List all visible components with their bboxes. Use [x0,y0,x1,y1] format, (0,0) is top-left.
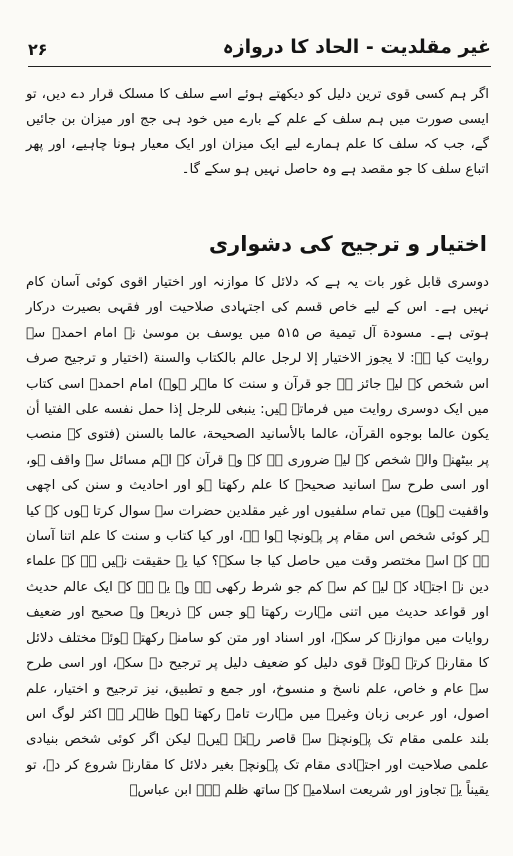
section-heading: اختیار و ترجیح کی دشواری [208,232,487,256]
paragraph-1: اگر ہم کسی قوی ترین دلیل کو دیکھتے ہوئے اسے سلف کا مسلک قرار دے دیں، تو ایسی صورت میں ہم سلف کے علم کے بارے میں خود ہی جج اور میزان بن جائیں گے، جب کہ سلف کا علم ہمارے لیے ایک میزان اور ایک معیار ہونا چاہیے، اور پھر اتباع سلف کا جو مقصد ہے وہ حاصل نہیں ہو سکے گا۔ [26,87,489,177]
paragraph-2: دوسری قابل غور بات یہ ہے کہ دلائل کا موازنہ اور اختیار اقوی کوئی آسان کام نہیں ہے۔ اس کے لیے خاص قسم کی اجتہادی صلاحیت اور فقہی بصیرت درکار ہوتی ہے۔ مسودة آل تیمیة ص ۵۱۵ میں یوسف بن موسیٰ نے امام احمدؒ سے روایت کیا ہے: لا یجوز الاختیار إلا لرجل عالم بالکتاب والسنة (اختیار و ترجیح صرف اس شخص کے لیے جائز ہے جو قرآن و سنت کا ماہر ہو۔) امام احمدؒ اسی کتاب میں ایک دوسری روایت میں فرماتے ہیں: ینبغی للرجل إذا حمل نفسه علی الفتیا أن یکون عالما بوجوه القرآن، عالما بالأسانید الصحیحة، عالما بالسنن (فتوی کے منصب پر بیٹھنے والے شخص کے لیے ضروری ہے کہ وہ قرآن کے اہم مسائل سے واقف ہو، اور اسی طرح سے اسانید صحیحہ کا علم رکھتا ہو اور احادیث و سنن کی اچھی واقفیت ہو۔) میں تمام سلفیوں اور غیر مقلدین حضرات سے سوال کرتا ہوں کہ کیا ہر کوئی شخص اس مقام پر پہونچا ہوا ہے، اور کیا کتاب و سنت کا علم اتنا آسان ہے کہ اسے مختصر وقت میں حاصل کیا جا سکے؟ کیا یہ حقیقت نہیں ہے کہ علماء دین نے اجتہاد کے لیے کم سے کم جو شرط رکھی ہے وہ یہ ہے کہ ایک عالم حدیث اور قواعد حدیث میں اتنی مہارت رکھتا ہو جس کے ذریعہ وہ صحیح اور ضعیف روایات میں موازنہ کر سکے، اور اسناد اور متن کو سامنے رکھتے ہوئے مختلف دلائل کا مقارنہ کرتے ہوئے قوی دلیل کو ضعیف دلیل پر ترجیح دے سکے، اور اسی طرح سے عام و خاص، علم ناسخ و منسوخ، اور جمع و تطبیق، نیز ترجیح و اختیار، علم اصول، اور عربی زبان وغیرہ میں مہارت تامہ رکھتا ہو۔ ظاہر ہے اکثر لوگ اس بلند علمی مقام تک پہونچنے سے قاصر رہتے ہیں۔ لیکن اگر کوئی شخص بنیادی علمی صلاحیت اور اجتہادی مقام تک پہونچے بغیر دلائل کا مقارنہ شروع کر دے، تو یقیناً یہ تجاوز اور شریعت اسلامیہ کے ساتھ ظلم ہے۔ ابن عباسؓ [26,275,489,799]
running-title: غیر مقلدیت - الحاد کا دروازہ [222,36,491,58]
page-number: ۲۶ [28,40,48,59]
page-header [28,32,491,67]
